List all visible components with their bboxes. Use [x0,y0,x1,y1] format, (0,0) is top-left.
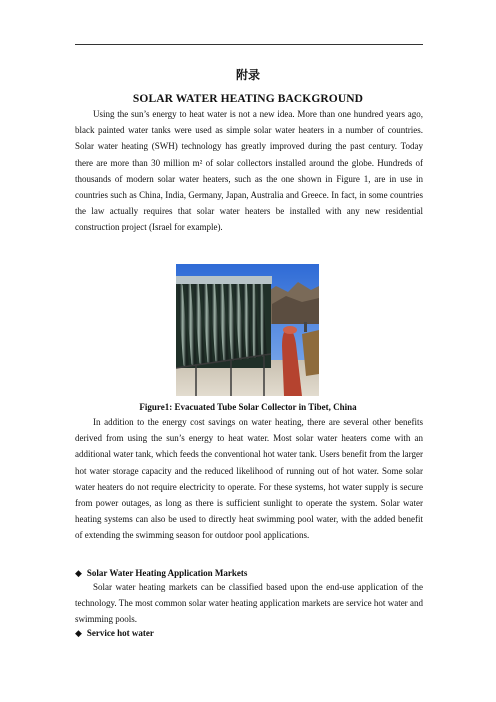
intro-paragraph: Using the sun’s energy to heat water is not a new idea. More than one hundred years ago, black painted water tanks were used as simple solar water heaters in a number of countries. Solar water heating (SWH) technology has greatly improved during the past century. Today there are more than 30 million m² of solar collectors installed around the globe. Hundreds of thousands of modern solar water heaters, such as the one shown in Figure 1, are in use in countries such as China, India, Germany, Japan, Australia and Greece. In fact, in some countries the law actually requires that solar water heaters be installed with any new residential construction project (Israel for example). [75,109,423,233]
section-heading-markets-text: Solar Water Heating Application Markets [86,568,248,578]
section-heading-markets [75,568,247,579]
markets-paragraph: Solar water heating markets can be classified based upon the end-use application of the technology. The most common solar water heating application markets are service hot water and swimming pools. [75,582,423,625]
diamond-bullet-icon: ◆ [75,629,82,639]
figure-caption: Figure1: Evacuated Tube Solar Collector in Tibet, China [139,402,357,412]
document-title: SOLAR WATER HEATING BACKGROUND [132,93,364,105]
solar-collector-photo [176,264,319,396]
benefits-paragraph: In addition to the energy cost savings on water heating, there are several other benefits derived from using the sun’s energy to heat water. Most solar water heaters come with an additional water tank, which feeds the conventional hot water tank. Users benefit from the larger hot water storage capacity and the reduced likelihood of running out of hot water. Some solar water heaters do not require electricity to operate. For these systems, hot water supply is secure from power outages, as long as there is sufficient sunlight to operate the system. Solar water heating systems can also be used to directly heat swimming pool water, with the added benefit of extending the swimming season for outdoor pool applications. [75,417,423,541]
section-heading-service-hot-water [75,628,154,639]
appendix-label: 附录 [235,68,260,82]
section-heading-service-hot-water-text: Service hot water [86,628,154,638]
header-rule [75,44,423,45]
diamond-bullet-icon: ◆ [75,569,82,579]
